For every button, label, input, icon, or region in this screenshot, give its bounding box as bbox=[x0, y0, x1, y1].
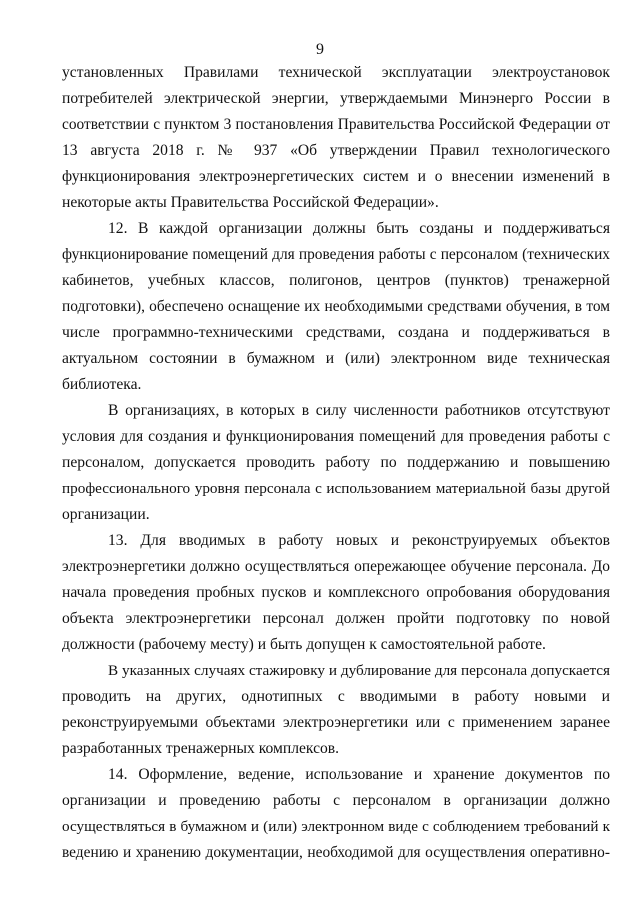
text-line: актуальном состоянии в бумажном и (или) электронном виде техническая bbox=[62, 350, 610, 367]
text-line: 13 августа 2018 г. № 937 «Об утверждении Правил технологического bbox=[62, 142, 610, 159]
text-line: кабинетов, учебных классов, полигонов, центров (пунктов) тренажерной bbox=[62, 272, 610, 289]
text-line: 14. Оформление, ведение, использование и хранение документов по bbox=[108, 766, 610, 783]
page-number: 9 bbox=[316, 41, 324, 58]
text-line: соответствии с пунктом 3 постановления Правительства Российской Федерации от bbox=[62, 116, 610, 133]
text-line: 12. В каждой организации должны быть созданы и поддерживаться bbox=[108, 220, 610, 237]
text-line: числе программно-техническими средствами, создана и поддерживаться в bbox=[62, 324, 610, 341]
document-body bbox=[62, 60, 610, 866]
text-line: реконструируемыми объектами электроэнергетики или с применением заранее bbox=[62, 714, 610, 731]
text-line: профессионального уровня персонала с использованием материальной базы другой bbox=[62, 480, 610, 497]
text-line: В указанных случаях стажировку и дублирование для персонала допускается bbox=[108, 662, 610, 679]
text-line: ведению и хранению документации, необходимой для осуществления оперативно- bbox=[62, 844, 610, 861]
text-line: 13. Для вводимых в работу новых и реконструируемых объектов bbox=[108, 532, 610, 549]
text-line: функционирование помещений для проведения работы с персоналом (технических bbox=[62, 246, 610, 263]
text-line: персоналом, допускается проводить работу по поддержанию и повышению bbox=[62, 454, 610, 471]
text-line: организации и проведению работы с персоналом в организации должно bbox=[62, 792, 610, 809]
text-line: условия для создания и функционирования помещений для проведения работы с bbox=[62, 428, 610, 445]
text-line: должности (рабочему месту) и быть допущен к самостоятельной работе. bbox=[62, 636, 546, 653]
text-line: потребителей электрической энергии, утверждаемыми Минэнерго России в bbox=[62, 90, 610, 107]
text-line: установленных Правилами технической эксплуатации электроустановок bbox=[62, 64, 610, 81]
text-line: подготовки), обеспечено оснащение их необходимыми средствами обучения, в том bbox=[62, 298, 610, 315]
text-line: В организациях, в которых в силу численности работников отсутствуют bbox=[108, 402, 610, 419]
text-line: начала проведения пробных пусков и комплексного опробования оборудования bbox=[62, 584, 610, 601]
text-line: электроэнергетики должно осуществляться опережающее обучение персонала. До bbox=[62, 558, 610, 575]
text-line: проводить на других, однотипных с вводимыми в работу новыми и bbox=[62, 688, 610, 705]
text-line: некоторые акты Правительства Российской Федерации». bbox=[62, 194, 439, 211]
text-line: библиотека. bbox=[62, 376, 142, 393]
text-line: объекта электроэнергетики персонал должен пройти подготовку по новой bbox=[62, 610, 610, 627]
text-line: организации. bbox=[62, 506, 150, 523]
text-line: разработанных тренажерных комплексов. bbox=[62, 740, 340, 757]
text-line: осуществляться в бумажном и (или) электронном виде с соблюдением требований к bbox=[62, 818, 610, 835]
text-line: функционирования электроэнергетических систем и о внесении изменений в bbox=[62, 168, 610, 185]
